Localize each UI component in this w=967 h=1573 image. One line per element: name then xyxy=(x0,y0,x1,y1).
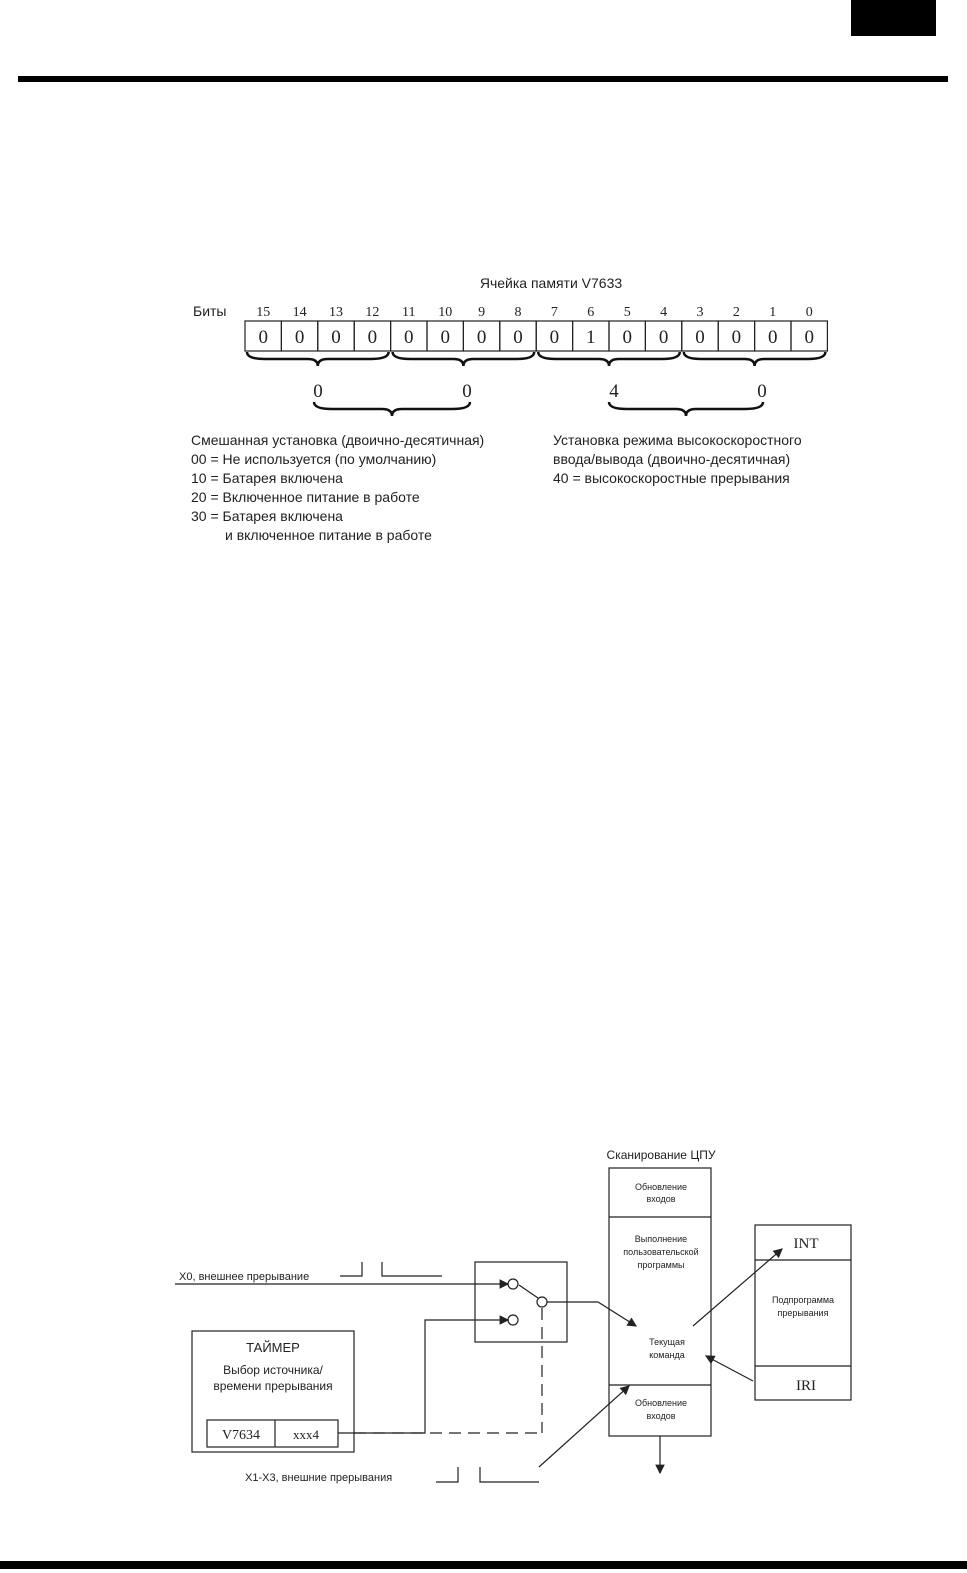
v7634-value: xxx4 xyxy=(293,1427,319,1442)
hex-digit: 0 xyxy=(462,381,472,402)
hex-digits xyxy=(313,381,767,402)
left-legend xyxy=(191,432,484,543)
bit-number: 4 xyxy=(660,305,668,320)
left-legend-line: 10 = Батарея включена xyxy=(191,470,343,486)
hex-digit: 0 xyxy=(313,381,323,402)
timer-title: ТАЙМЕР xyxy=(246,1340,300,1355)
cpu-current-command: Текущая xyxy=(649,1337,685,1347)
subroutine-label: Подпрограмма xyxy=(771,1295,835,1305)
bit-number: 6 xyxy=(587,305,595,320)
bit-number: 2 xyxy=(732,305,740,320)
brace xyxy=(609,402,763,416)
brace xyxy=(684,352,826,366)
bit-number: 9 xyxy=(478,305,486,320)
bit-value: 0 xyxy=(476,327,487,348)
byte-braces xyxy=(314,402,763,416)
bit-value: 0 xyxy=(768,327,778,348)
brace xyxy=(538,352,680,366)
bit-value: 0 xyxy=(331,327,341,348)
bit-number: 3 xyxy=(696,305,704,320)
bit-value: 0 xyxy=(731,327,742,348)
hex-digit: 4 xyxy=(609,381,619,402)
left-legend-line: 20 = Включенное питание в работе xyxy=(191,489,420,505)
interrupt-subroutine-box xyxy=(755,1225,851,1400)
iri-label: IRI xyxy=(796,1378,816,1394)
bit-number: 0 xyxy=(805,305,813,320)
switch-common xyxy=(537,1297,547,1307)
bit-value: 0 xyxy=(294,327,305,348)
source-switch-box xyxy=(475,1262,567,1342)
left-legend-line: Смешанная установка (двоично-десятичная) xyxy=(191,432,485,448)
subroutine-label: прерывания xyxy=(777,1308,829,1318)
bit-number: 1 xyxy=(769,305,777,320)
bit-value: 0 xyxy=(513,327,523,348)
cpu-outputs-update: Обновление xyxy=(635,1398,687,1408)
bit-number: 13 xyxy=(329,305,343,320)
left-legend-line: 00 = Не используется (по умолчанию) xyxy=(191,451,437,467)
int-label: INT xyxy=(793,1236,819,1252)
bit-number: 5 xyxy=(623,305,631,320)
bit-number: 10 xyxy=(438,305,453,320)
cpu-inputs-update: Обновление xyxy=(635,1182,687,1192)
bit-number: 7 xyxy=(550,305,558,320)
bit-value: 0 xyxy=(695,327,705,348)
bit-value: 1 xyxy=(586,327,596,348)
switch-contact-timer xyxy=(508,1315,518,1325)
bit-value: 0 xyxy=(440,327,450,348)
bits-label: Биты xyxy=(193,303,227,319)
bit-number: 14 xyxy=(292,305,307,320)
cpu-inputs-update: входов xyxy=(646,1194,676,1204)
left-legend-line: 30 = Батарея включена xyxy=(191,508,343,524)
bit-value: 0 xyxy=(367,327,378,348)
v7634-address: V7634 xyxy=(221,1428,261,1443)
right-legend-line: ввода/вывода (двоично-десятичная) xyxy=(553,451,791,467)
right-legend xyxy=(553,432,802,486)
right-legend-line: 40 = высокоскоростные прерывания xyxy=(553,470,790,486)
hex-digit: 0 xyxy=(757,381,767,402)
bit-value: 0 xyxy=(404,327,414,348)
bit-cells xyxy=(245,321,827,351)
bit-value: 0 xyxy=(658,327,669,348)
bit-number: 11 xyxy=(402,305,416,320)
cpu-user-program: Выполнение xyxy=(634,1234,688,1244)
switch-contact-x0 xyxy=(508,1279,518,1289)
bit-value: 0 xyxy=(622,327,632,348)
bit-number: 8 xyxy=(514,305,522,320)
cpu-scan-title: Сканирование ЦПУ xyxy=(606,1148,716,1162)
bit-numbers xyxy=(256,305,813,320)
left-legend-line: и включенное питание в работе xyxy=(225,527,432,543)
cpu-user-program: пользовательской xyxy=(623,1247,699,1257)
timer-desc: Выбор источника/ xyxy=(223,1363,323,1377)
bit-value: 0 xyxy=(258,327,268,348)
timer-box xyxy=(192,1331,354,1452)
cpu-user-program: программы xyxy=(637,1260,685,1270)
footer-rule xyxy=(0,1561,967,1569)
cpu-scan-box xyxy=(609,1168,711,1436)
bit-number: 12 xyxy=(365,305,380,320)
bit-value: 0 xyxy=(549,327,560,348)
bit-value: 0 xyxy=(804,327,814,348)
v7634-register xyxy=(207,1420,338,1447)
right-legend-line: Установка режима высокоскоростного xyxy=(553,432,802,448)
timer-desc: времени прерывания xyxy=(213,1379,333,1393)
x1x3-label: X1-X3, внешние прерывания xyxy=(245,1472,393,1484)
brace xyxy=(314,402,470,416)
bitmap-figure xyxy=(0,0,967,560)
bit-number: 15 xyxy=(256,305,271,320)
brace xyxy=(247,352,389,366)
x0-label: X0, внешнее прерывание xyxy=(179,1271,310,1283)
cpu-current-command: команда xyxy=(649,1350,685,1360)
cpu-outputs-update: входов xyxy=(646,1411,676,1421)
nibble-braces xyxy=(247,352,825,366)
brace xyxy=(393,352,535,366)
figure-title: Ячейка памяти V7633 xyxy=(479,275,623,291)
